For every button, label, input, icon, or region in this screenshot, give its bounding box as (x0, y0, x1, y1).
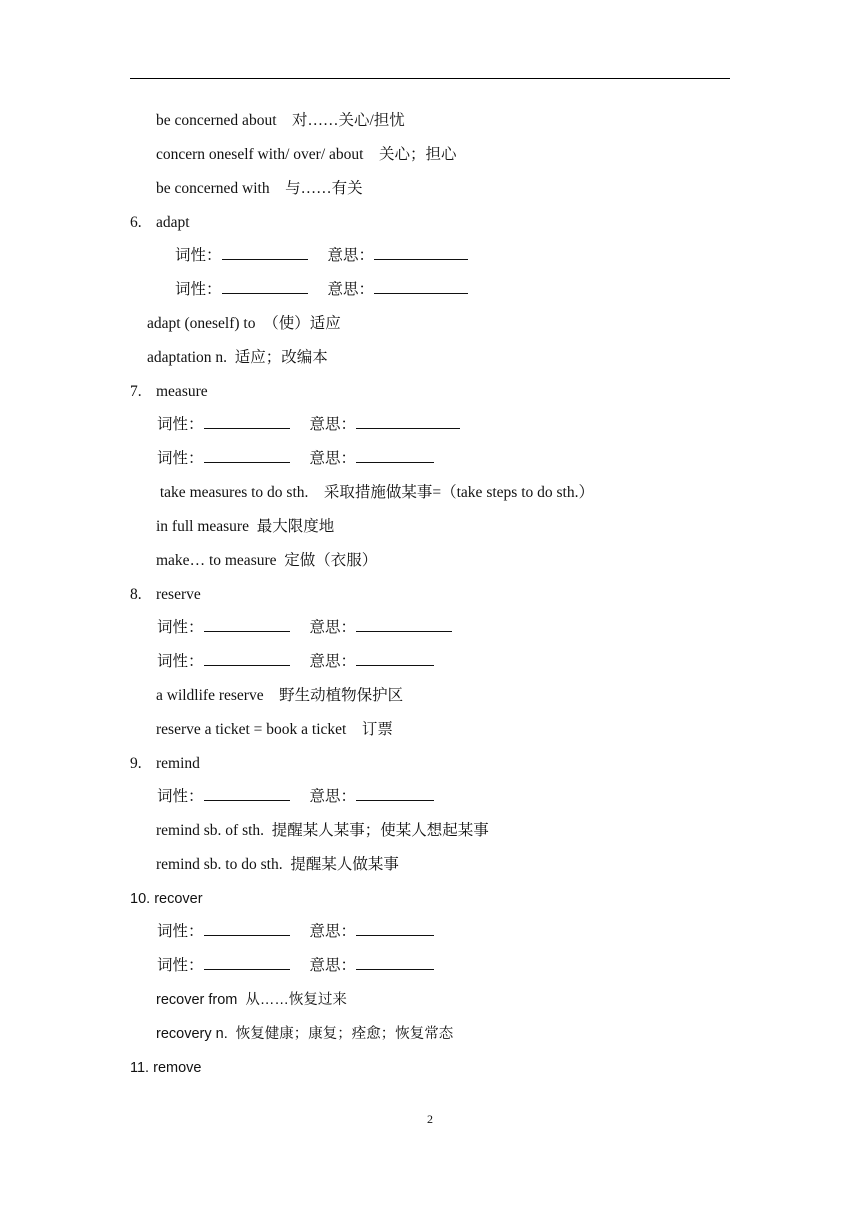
phrase-text: in full measure 最大限度地 (156, 518, 335, 535)
phrase-text: be concerned with 与……有关 (156, 180, 363, 197)
meaning-label: 意思： (309, 416, 357, 433)
phrase-line (147, 311, 341, 337)
entry-word: remind (156, 755, 200, 772)
pos-meaning-field (175, 243, 468, 269)
entry-number: 10. (130, 891, 151, 907)
pos-blank[interactable] (204, 447, 290, 463)
meaning-label: 意思： (327, 281, 375, 298)
pos-meaning-field (175, 277, 468, 303)
vocab-entry-remove (130, 1055, 201, 1081)
vocab-entry-adapt (130, 210, 190, 236)
meaning-label: 意思： (309, 957, 357, 974)
meaning-label: 意思： (327, 247, 375, 264)
pos-label: 词性： (157, 450, 204, 467)
entry-number: 11. (130, 1060, 150, 1076)
meaning-label: 意思： (309, 653, 357, 670)
meaning-label: 意思： (309, 619, 357, 636)
meaning-blank[interactable] (356, 447, 434, 463)
pos-label: 词性： (175, 247, 222, 264)
pos-meaning-field (157, 412, 460, 438)
meaning-blank[interactable] (374, 244, 468, 260)
pos-blank[interactable] (204, 954, 290, 970)
entry-word: recover (154, 891, 203, 907)
pos-blank[interactable] (204, 413, 290, 429)
phrase-line (156, 548, 377, 574)
phrase-line (156, 987, 347, 1013)
meaning-blank[interactable] (356, 413, 460, 429)
phrase-line (156, 852, 399, 878)
pos-label: 词性： (157, 788, 204, 805)
phrase-text: adaptation n. 适应；改编本 (147, 349, 328, 366)
phrase-text: recovery n. 恢复健康；康复；痊愈；恢复常态 (156, 1026, 454, 1042)
vocab-entry-recover (130, 886, 203, 912)
meaning-blank[interactable] (374, 278, 468, 294)
pos-meaning-field (157, 615, 452, 641)
pos-meaning-field (157, 649, 434, 675)
phrase-text: reserve a ticket = book a ticket 订票 (156, 721, 393, 738)
phrase-line (156, 480, 594, 506)
pos-blank[interactable] (222, 244, 308, 260)
vocab-entry-measure (130, 379, 208, 405)
phrase-line (156, 514, 334, 540)
entry-word: reserve (156, 586, 201, 603)
phrase-line (156, 142, 456, 168)
phrase-line (156, 1021, 453, 1047)
pos-label: 词性： (175, 281, 222, 298)
meaning-label: 意思： (309, 450, 357, 467)
phrase-line (147, 345, 328, 371)
phrase-text: concern oneself with/ over/ about 关心；担心 (156, 146, 457, 163)
phrase-text: recover from 从……恢复过来 (156, 992, 347, 1008)
pos-label: 词性： (157, 619, 204, 636)
pos-blank[interactable] (204, 920, 290, 936)
meaning-blank[interactable] (356, 954, 434, 970)
pos-meaning-field (157, 953, 434, 979)
phrase-text: be concerned about 对……关心/担忧 (156, 112, 405, 129)
entry-word: adapt (156, 214, 190, 231)
meaning-blank[interactable] (356, 920, 434, 936)
pos-meaning-field (157, 919, 434, 945)
pos-label: 词性： (157, 416, 204, 433)
vocab-entry-reserve (130, 582, 201, 608)
meaning-blank[interactable] (356, 785, 434, 801)
phrase-line (156, 818, 489, 844)
meaning-label: 意思： (309, 923, 357, 940)
meaning-blank[interactable] (356, 616, 452, 632)
meaning-label: 意思： (309, 788, 357, 805)
pos-label: 词性： (157, 957, 204, 974)
entry-word: measure (156, 383, 208, 400)
pos-blank[interactable] (222, 278, 308, 294)
header-rule (130, 78, 730, 79)
entry-word: remove (153, 1060, 202, 1076)
phrase-text: adapt (oneself) to （使）适应 (147, 315, 341, 332)
vocab-entry-remind (130, 751, 200, 777)
meaning-blank[interactable] (356, 650, 434, 666)
pos-meaning-field (157, 446, 434, 472)
entry-number: 8. (130, 586, 142, 603)
phrase-text: remind sb. to do sth. 提醒某人做某事 (156, 856, 399, 873)
entry-number: 7. (130, 383, 142, 400)
phrase-text: make… to measure 定做（衣服） (156, 552, 378, 569)
pos-meaning-field (157, 784, 434, 810)
pos-blank[interactable] (204, 785, 290, 801)
phrase-line (156, 108, 405, 134)
entry-number: 9. (130, 755, 142, 772)
phrase-text: remind sb. of sth. 提醒某人某事；使某人想起某事 (156, 822, 489, 839)
pos-label: 词性： (157, 923, 204, 940)
entry-number: 6. (130, 214, 142, 231)
pos-blank[interactable] (204, 650, 290, 666)
phrase-text: take measures to do sth. 采取措施做某事=（take steps to do sth.） (156, 484, 594, 501)
page-number: 2 (427, 1112, 433, 1126)
phrase-line (156, 176, 363, 202)
pos-blank[interactable] (204, 616, 290, 632)
phrase-line (156, 683, 403, 709)
phrase-text: a wildlife reserve 野生动植物保护区 (156, 687, 404, 704)
phrase-line (156, 717, 393, 743)
pos-label: 词性： (157, 653, 204, 670)
